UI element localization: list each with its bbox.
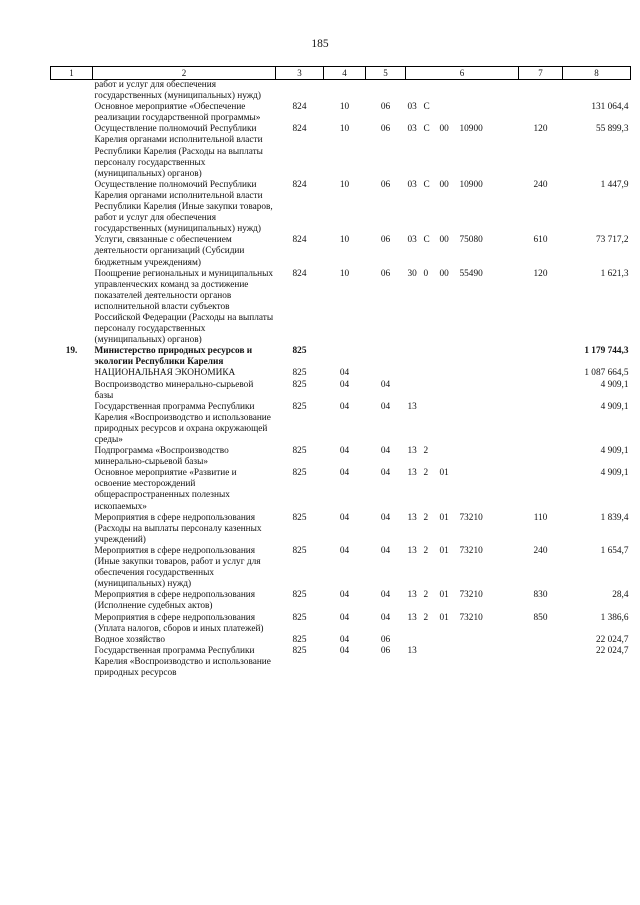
target-article-part-t3: 00 [439,268,449,279]
table-header [51,67,631,80]
page-number: 185 [311,38,329,50]
row-code: 825 [292,379,307,390]
row-target-article [406,446,519,468]
row-subsection: 06 [380,179,391,190]
row-amount: 1 386,6 [600,612,629,623]
row-target-article [406,235,519,268]
target-article-part-t4: 55490 [459,268,483,279]
row-expense-type [519,346,563,368]
row-amount: 4 909,1 [600,379,629,390]
row-name: Государственная программа Республики Карелия «Воспроизводство и использование природных ресурсов [94,645,271,678]
target-article-part-t1: 13 [407,545,417,556]
row-code: 825 [292,590,307,601]
target-article-part-t4: 73210 [459,545,483,556]
row-subsection: 04 [380,512,391,523]
target-article-part-t1: 13 [407,645,417,656]
row-amount: 131 064,4 [591,102,629,113]
header-col-5: 5 [366,67,406,80]
row-section: 10 [339,268,350,279]
row-section: 04 [339,468,350,479]
row-target-article [406,402,519,446]
row-amount: 1 654,7 [600,545,629,556]
row-section [324,80,366,103]
target-article-part-t3: 01 [439,545,449,556]
target-article-part-t2: С [423,102,430,113]
row-code [276,80,324,103]
row-subsection [366,346,406,368]
row-amount: 4 909,1 [600,401,629,412]
row-name: Мероприятия в сфере недропользования (Расходы на выплаты персоналу казенных учреждений) [94,512,262,545]
target-article-part-t3: 00 [439,179,449,190]
row-number [51,80,93,103]
row-target-article [406,613,519,635]
table-row [51,368,631,379]
target-article-part-t1: 13 [407,446,417,457]
row-section: 04 [339,545,350,556]
row-amount: 4 909,1 [600,446,629,457]
table-row [51,513,631,546]
row-name: Государственная программа Республики Карелия «Воспроизводство и использование природных ресурсов и охрана окружающей среды» [94,401,271,445]
row-target-article [406,513,519,546]
row-subsection: 06 [380,268,391,279]
table-row [51,380,631,402]
row-expense-type [519,646,563,679]
row-section: 10 [339,102,350,113]
row-subsection: 06 [380,235,391,246]
row-number [51,613,93,635]
target-article-part-t1: 30 [407,268,417,279]
row-subsection: 04 [380,590,391,601]
row-name: Поощрение региональных и муниципальных управленческих команд за достижение показателей деятельности органов исполнительной власти субъектов Российской Федерации (Расходы на выплаты персоналу государственных (муниципальных) органов) [94,268,274,346]
row-expense-type: 120 [533,124,548,135]
target-article-part-t3: 00 [439,235,449,246]
row-section: 04 [339,446,350,457]
row-subsection: 04 [380,612,391,623]
row-section: 04 [339,512,350,523]
row-code: 825 [292,346,307,357]
row-amount: 1 621,3 [600,268,629,279]
row-code: 825 [292,368,307,379]
row-amount: 22 024,7 [595,645,629,656]
target-article-part-t2: 2 [423,446,429,457]
table-row [51,468,631,512]
target-article-part-t1: 03 [407,102,417,113]
target-article-part-t1: 13 [407,401,417,412]
row-number [51,590,93,612]
row-number [51,402,93,446]
row-expense-type: 240 [533,545,548,556]
row-section: 04 [339,634,350,645]
row-subsection: 04 [380,468,391,479]
table-body [51,80,631,680]
row-section: 10 [339,124,350,135]
row-section [324,346,366,368]
header-col-8: 8 [563,67,631,80]
row-expense-type: 240 [533,179,548,190]
target-article-part-t3: 01 [439,590,449,601]
row-expense-type [519,80,563,103]
row-code: 825 [292,612,307,623]
row-name: Министерство природных ресурсов и экологии Республики Карелия [94,346,253,368]
target-article-part-t1: 13 [407,590,417,601]
row-code: 825 [292,512,307,523]
row-number [51,368,93,379]
row-code: 825 [292,446,307,457]
target-article-part-t4: 73210 [459,590,483,601]
row-section: 04 [339,612,350,623]
target-article-part-t3: 01 [439,512,449,523]
row-code: 824 [292,102,307,113]
target-article-part-t4: 73210 [459,512,483,523]
row-name: Осуществление полномочий Республики Карелия органами исполнительной власти Республики Карелия (Иные закупки товаров, работ и услуг для обеспечения государственных (муниципальных) нужд) [94,179,273,235]
row-target-article [406,468,519,512]
row-amount [563,80,631,103]
table-row [51,446,631,468]
row-target-article [406,590,519,612]
row-expense-type: 850 [533,612,548,623]
row-code: 825 [292,401,307,412]
row-target-article [406,368,519,379]
row-name: Подпрограмма «Воспроизводство минерально-сырьевой базы» [94,446,229,468]
row-subsection [366,368,406,379]
target-article-part-t1: 03 [407,179,417,190]
target-article-part-t3: 01 [439,468,449,479]
row-name: Услуги, связанные с обеспечением деятельности организаций (Субсидии бюджетным учреждениям) [94,235,245,268]
table-row [51,235,631,268]
target-article-part-t2: 2 [423,468,429,479]
row-expense-type [519,402,563,446]
row-expense-type [519,102,563,124]
row-target-article [406,346,519,368]
row-target-article [406,124,519,179]
row-expense-type [519,635,563,646]
target-article-part-t1: 03 [407,235,417,246]
row-subsection: 06 [380,124,391,135]
target-article-part-t2: 2 [423,590,429,601]
row-subsection: 06 [380,102,391,113]
row-target-article [406,380,519,402]
row-name: Водное хозяйство [94,634,166,645]
row-number [51,102,93,124]
target-article-part-t2: С [423,124,430,135]
table-row [51,635,631,646]
target-article-part-t1: 13 [407,612,417,623]
row-expense-type: 110 [533,512,548,523]
table-row [51,346,631,368]
row-code: 824 [292,124,307,135]
row-amount: 1 179 744,3 [584,346,629,357]
row-target-article [406,546,519,590]
header-col-7: 7 [519,67,563,80]
row-number [51,235,93,268]
target-article-part-t4: 75080 [459,235,483,246]
row-target-article [406,180,519,235]
target-article-part-t3: 01 [439,612,449,623]
target-article-part-t4: 73210 [459,612,483,623]
row-amount: 4 909,1 [600,468,629,479]
row-subsection: 06 [380,645,391,656]
row-name: работ и услуг для обеспечения государственных (муниципальных) нужд) [94,80,261,102]
row-subsection: 06 [380,634,391,645]
target-article-part-t2: 2 [423,612,429,623]
row-subsection: 04 [380,446,391,457]
row-subsection: 04 [380,545,391,556]
table-row [51,646,631,679]
row-expense-type [519,446,563,468]
row-section: 10 [339,179,350,190]
row-number [51,446,93,468]
row-amount: 1 447,9 [600,179,629,190]
row-section: 04 [339,379,350,390]
row-code: 824 [292,235,307,246]
target-article-part-t2: 2 [423,512,429,523]
header-col-4: 4 [324,67,366,80]
row-target-article [406,80,519,103]
table-row [51,124,631,179]
row-subsection: 04 [380,401,391,412]
row-section: 04 [339,368,350,379]
row-name: Мероприятия в сфере недропользования (Исполнение судебных актов) [94,590,256,612]
row-section: 10 [339,235,350,246]
header-col-1: 1 [51,67,93,80]
row-code: 825 [292,545,307,556]
row-number: 19. [65,346,78,357]
row-expense-type [519,380,563,402]
row-expense-type: 610 [533,235,548,246]
row-number [51,646,93,679]
target-article-part-t1: 03 [407,124,417,135]
row-name: Основное мероприятие «Развитие и освоение месторождений общераспространенных полезных ископаемых» [94,468,237,512]
row-name: Осуществление полномочий Республики Карелия органами исполнительной власти Республики Карелия (Расходы на выплаты персоналу государственных (муниципальных) органов) [94,124,263,179]
table-row [51,613,631,635]
target-article-part-t2: С [423,235,430,246]
row-number [51,635,93,646]
row-section: 04 [339,401,350,412]
header-col-3: 3 [276,67,324,80]
row-subsection: 04 [380,379,391,390]
target-article-part-t4: 10900 [459,124,483,135]
row-target-article [406,102,519,124]
row-code: 825 [292,634,307,645]
row-code: 824 [292,179,307,190]
header-col-2: 2 [93,67,276,80]
row-number [51,380,93,402]
row-name: Основное мероприятие «Обеспечение реализации государственной программы» [94,102,261,124]
row-amount: 1 087 664,5 [584,368,629,379]
row-amount: 1 839,4 [600,512,629,523]
row-number [51,124,93,179]
table-row [51,402,631,446]
row-expense-type [519,468,563,512]
row-expense-type [519,368,563,379]
row-target-article [406,269,519,347]
row-subsection [366,80,406,103]
row-amount: 22 024,7 [595,634,629,645]
row-amount: 55 899,3 [595,124,629,135]
header-col-6: 6 [406,67,519,80]
row-number [51,468,93,512]
row-number [51,546,93,590]
row-section: 04 [339,590,350,601]
target-article-part-t1: 13 [407,512,417,523]
target-article-part-t2: С [423,179,430,190]
target-article-part-t1: 13 [407,468,417,479]
table-row [51,590,631,612]
row-amount: 28,4 [612,590,629,601]
row-target-article [406,635,519,646]
row-code: 825 [292,645,307,656]
table-row [51,180,631,235]
table-row [51,80,631,103]
table-row [51,102,631,124]
row-expense-type: 830 [533,590,548,601]
row-section: 04 [339,645,350,656]
row-name: НАЦИОНАЛЬНАЯ ЭКОНОМИКА [94,368,236,379]
row-code: 824 [292,268,307,279]
row-code: 825 [292,468,307,479]
target-article-part-t2: 0 [423,268,429,279]
table-row [51,269,631,347]
target-article-part-t4: 10900 [459,179,483,190]
target-article-part-t2: 2 [423,545,429,556]
row-number [51,513,93,546]
target-article-part-t3: 00 [439,124,449,135]
row-target-article [406,646,519,679]
row-amount: 73 717,2 [595,235,629,246]
row-number [51,180,93,235]
row-name: Мероприятия в сфере недропользования (Иные закупки товаров, работ и услуг для обеспечения государственных (муниципальных) нужд) [94,545,261,590]
budget-table [50,66,631,679]
row-expense-type: 120 [533,268,548,279]
row-number [51,269,93,347]
row-name: Мероприятия в сфере недропользования (Уплата налогов, сборов и иных платежей) [94,612,264,634]
table-row [51,546,631,590]
row-name: Воспроизводство минерально-сырьевой базы [94,379,254,401]
